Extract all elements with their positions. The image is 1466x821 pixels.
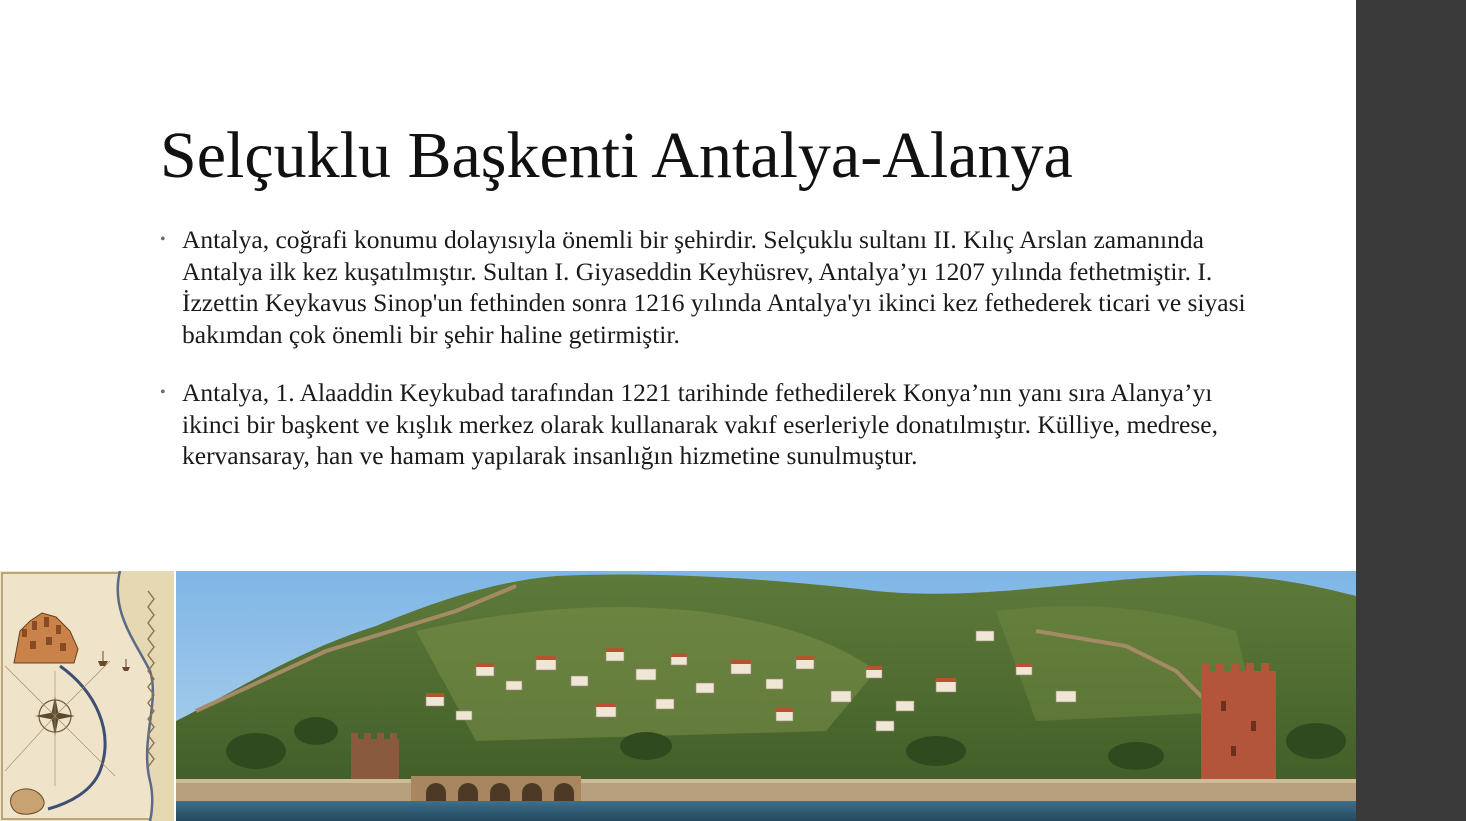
bullet-item — [160, 377, 1260, 472]
historic-map-image — [0, 571, 174, 821]
bullet-text: Antalya, coğrafi konumu dolayısıyla önemli bir şehirdir. Selçuklu sultanı II. Kılıç Arslan zamanında Antalya ilk kez kuşatılmıştır. Sultan I. Giyaseddin Keyhüsrev, Antalya’yı 1207 yılında fethetmiştir. I. İzzettin Keykavus Sinop'un fethinden sonra 1216 yılında Antalya'yı ikinci kez fethederek ticari ve siyasi bakımdan çok önemli bir şehir haline getirmiştir. — [182, 225, 1246, 349]
bullet-icon: • — [160, 231, 166, 248]
bullet-list — [160, 224, 1260, 499]
bullet-icon: • — [160, 384, 166, 401]
picture-strip — [0, 571, 1356, 821]
right-side-bar — [1356, 0, 1466, 821]
bullet-item — [160, 224, 1260, 350]
bullet-text: Antalya, 1. Alaaddin Keykubad tarafından 1221 tarihinde fethedilerek Konya’nın yanı sıra Alanya’yı ikinci bir başkent ve kışlık merkez olarak kullanarak vakıf eserleriyle donatılmıştır. Külliye, medrese, kervansaray, han ve hamam yapılarak insanlığın hizmetine sunulmuştur. — [182, 378, 1218, 470]
alanya-castle-photo — [176, 571, 1356, 821]
slide-title: Selçuklu Başkenti Antalya-Alanya — [160, 119, 1073, 192]
